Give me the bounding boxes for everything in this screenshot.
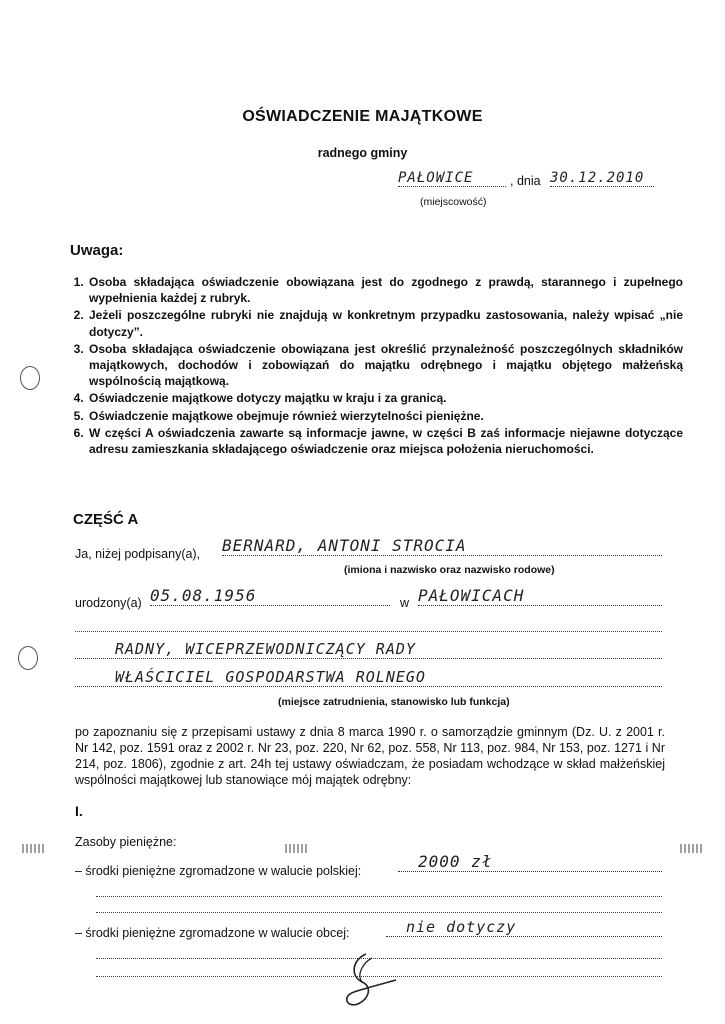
born-in-label: w	[400, 596, 410, 610]
date-label: , dnia	[510, 174, 541, 188]
signer-field[interactable]: BERNARD, ANTONI STROCIA	[222, 536, 662, 556]
part-a-heading: CZĘŚĆ A	[73, 511, 139, 528]
binder-hole-bottom	[18, 646, 38, 670]
notes-heading: Uwaga:	[70, 242, 124, 259]
foreign-label: – środki pieniężne zgromadzone w walucie obcej:	[75, 926, 350, 940]
place-date-row	[398, 170, 660, 192]
place-caption: (miejscowość)	[420, 196, 487, 208]
born-date-field[interactable]: 05.08.1956	[150, 586, 390, 606]
note-item: 5. Oświadczenie majątkowe obejmuje również wierzytelności pieniężne.	[87, 408, 683, 424]
job-field-line-2[interactable]: WŁAŚCICIEL GOSPODARSTWA ROLNEGO	[75, 668, 662, 687]
pln-field[interactable]: 2000 zł	[398, 852, 662, 872]
signer-label: Ja, niżej podpisany(a),	[75, 547, 201, 561]
born-place-field[interactable]: PAŁOWICACH	[418, 586, 662, 606]
assets-label: Zasoby pieniężne:	[75, 835, 177, 849]
notes-list	[70, 274, 683, 458]
scan-mark-right	[680, 844, 702, 853]
pln-label: – środki pieniężne zgromadzone w walucie polskiej:	[75, 864, 362, 878]
job-caption: (miejsce zatrudnienia, stanowisko lub funkcja)	[278, 696, 510, 708]
note-item: 4. Oświadczenie majątkowe dotyczy majątku w kraju i za granicą.	[87, 390, 683, 406]
section-1-heading: I.	[75, 803, 83, 819]
signature-initials	[336, 948, 406, 1012]
note-item: 6. W części A oświadczenia zawarte są informacje jawne, w części B zaś informacje niejawne dotyczące adresu zamieszkania składającego oświadczenie oraz miejsca położenia nieruchomości.	[87, 425, 683, 457]
signer-caption: (imiona i nazwisko oraz nazwisko rodowe)	[344, 564, 555, 576]
scan-mark-mid	[285, 844, 307, 853]
scan-mark-left	[22, 844, 44, 853]
job-line-blank	[75, 631, 662, 632]
binder-hole-top	[20, 366, 40, 390]
place-field[interactable]: PAŁOWICE	[398, 170, 506, 187]
pln-line-2	[96, 912, 662, 913]
date-field[interactable]: 30.12.2010	[550, 170, 654, 187]
job-field-line-1[interactable]: RADNY, WICEPRZEWODNICZĄCY RADY	[75, 640, 662, 659]
statement-paragraph: po zapoznaniu się z przepisami ustawy z dnia 8 marca 1990 r. o samorządzie gminnym (Dz. U. z 2001 r. Nr 142, poz. 1591 oraz z 2002 r. Nr 23, poz. 220, Nr 62, poz. 558, Nr 113, poz. 984, Nr 153, poz. 1271 i Nr 214, poz. 1806), zgodnie z art. 24h tej ustawy oświadczam, że posiadam wchodzące w skład małżeńskiej wspólności majątkowej lub stanowiące mój majątek odrębny:	[75, 725, 665, 787]
pln-line-1	[96, 896, 662, 897]
born-label: urodzony(a)	[75, 596, 142, 610]
note-item: 3. Osoba składająca oświadczenie obowiązana jest określić przynależność poszczególnych składników majątkowych, dochodów i zobowiązań do majątku odrębnego i majątku objętego małżeńską wspólnością majątkową.	[87, 341, 683, 390]
page-title: OŚWIADCZENIE MAJĄTKOWE	[242, 108, 483, 125]
page-subtitle: radnego gminy	[317, 146, 408, 160]
note-item: 1. Osoba składająca oświadczenie obowiązana jest do zgodnego z prawdą, starannego i zupełnego wypełnienia każdej z rubryk.	[87, 274, 683, 306]
note-item: 2. Jeżeli poszczególne rubryki nie znajdują w konkretnym przypadku zastosowania, należy wpisać „nie dotyczy”.	[87, 307, 683, 339]
foreign-field[interactable]: nie dotyczy	[386, 918, 662, 937]
